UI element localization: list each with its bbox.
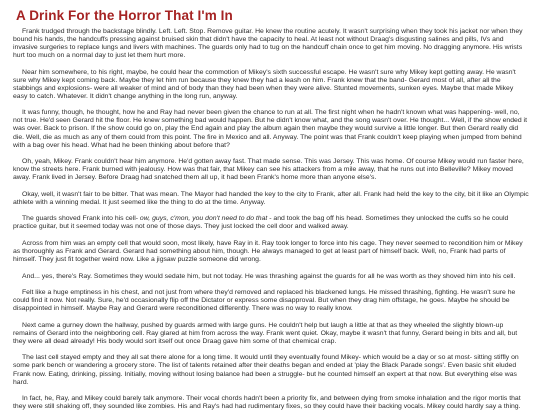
story-paragraph (13, 191, 529, 207)
paragraph-text: In fact, he, Ray, and Mikey could barely talk anymore. Their vocal chords hadn't been a priority fix, and between dying from smoke inhalation and the rigor mortis that they were still shaking off, they sounded like zombies. His and Ray's had had rudimentary fixes, so they could have their backing vocals. Mikey could hardly say a thing. (13, 395, 521, 411)
paragraph-text: The guards shoved Frank into his cell- (22, 215, 140, 223)
story-paragraph (13, 273, 529, 281)
story-paragraph (13, 240, 529, 264)
paragraph-text: Okay, well, it wasn't fair to be bitter. That was mean. The Mayor had handed the key to the city to Frank, after all. Frank had held the key to the city, bit it like an Olympic athlete with a winning medal. It just seemed like the thing to do at the time. Anyway. (13, 190, 529, 206)
italic-text: ow, guys, c'mon, you don't need to do that (139, 215, 268, 223)
story-paragraph (13, 215, 529, 231)
paragraph-text: Next came a gurney down the hallway, pushed by guards armed with large guns. He couldn't help but laugh a little at that as they wheeled the slightly blown-up remains of Gerard into the neighboring cell. Ray glared at him from across the way. Frank went quiet. Okay, maybe it wasn't that funny, Gerard being in bits and all, but they were all dead already! His body would sort itself out once Draag gave him some of that chemical crap. (13, 321, 518, 345)
paragraph-text: The last cell stayed empty and they all sat there alone for a long time. It would until they eventually found Mikey- which would be a day or so at most- sitting stiffly on some park bench or wandering a grocery store. The list of talents retained after their deaths began and ended at 'play the Black Parade songs'. Even basic shit eluded Frank now. Eating, drinking, pissing. Initially, moving without losing balance had been a struggle- but he counted himself an expert at that now. But everything else was hard. (13, 354, 519, 386)
story-paragraph (13, 158, 529, 182)
paragraph-text: Felt like a huge emptiness in his chest, and not just from where they'd removed and replaced his blackened lungs. He missed thrashing, fighting. He wasn't sure he could find it now. Not really. Sure, he'd occasionally flip off the Dictator or express some disapproval. But when they drag him offstage, he goes. Maybe he should be disappointed in himself. Maybe Ray and Gerard were reconditioned differently. There was no way to really know. (13, 289, 516, 313)
paragraph-text: Frank trudged through the backstage blindly. Left. Left. Stop. Remove guitar. He knew the routine acutely. It wasn't surprising when they took his jacket nor when they bound his hands, the handcuffs pressing against bruised skin that didn't have the capacity to heal. At least not without Draag's disgusting salines and pills, IVs and invasive surgeries to replace lungs and livers with machines. The guards only had to tug on the handcuff chain once to get him moving. No dragging anymore. His wrists hurt too much on a normal day to just let them hurt more. (13, 28, 523, 60)
story-paragraph (13, 354, 529, 386)
paragraph-text: It was funny, though, he thought, how he and Ray had never been given the chance to run at all. The first night when he hadn't known what was happening- well, no, not true. He'd seen Gerard hit the floor. He knew something bad would happen. But he didn't know what, and the song wasn't over. He thought... Well, if the show ended it was over. Back to prison. If the show could go on, play the End again and play the album again then maybe they would survive a little longer. But then Gerard really did die. Well, die as much as any of them could from this point. The fire in Mexico and all. Anyway. The point was that Frank couldn't keep playing when jumped from behind with a bag over his head. What had he been thinking about before that? (13, 109, 527, 149)
story-paragraph (13, 322, 529, 346)
paragraph-text: Across from him was an empty cell that would soon, most likely, have Ray in it. Ray took longer to force into his cage. They never seemed to recondition him or Mikey as thoroughly as Frank and Gerard. Gerard had something about him, though. He always managed to get at least part of himself back. Well, no, Frank had parts of himself. They just fit together weird now. Like a jigsaw puzzle someone did wrong. (13, 239, 523, 264)
story-title: A Drink For the Horror That I'm In (16, 8, 233, 23)
story-paragraph (13, 69, 529, 101)
story-paragraph (13, 395, 529, 411)
story-paragraph (13, 289, 529, 313)
story-paragraph (13, 28, 529, 60)
story-paragraph (13, 109, 529, 149)
paragraph-text: - and took the bag off his head. Sometimes they unlocked the cuffs so he could practice guitar, but it seemed today was not one of those days. They just locked the cell door and walked away. (13, 215, 509, 231)
paragraph-text: Near him somewhere, to his right, maybe, he could hear the commotion of Mikey's sixth successful escape. He wasn't sure why Mikey kept getting away. He wasn't sure why Mikey kept coming back. Maybe they let him run because they knew they had a leash on him. Frank knew that the band- Gerard most of all, after all the stabbings and explosions- were all weaker of mind and of body than they had been when they were alive. Stunted movements, sunken eyes. Maybe that made Mikey easy to catch. Whatever. It didn't change anything in the long run, anyway. (13, 68, 516, 100)
paragraph-text: Oh, yeah, Mikey. Frank couldn't hear him anymore. He'd gotten away fast. That made sense. This was Jersey. This was home. Of course Mikey would run faster here, know the streets here. Frank burned with jealousy. How was that fair, that Mikey can see his attackers from a mile away, that he runs out into Belleville? Mikey moved away. Frank lived in Jersey. Before Draag had snatched them all up, it had been Frank's home more than anyone else's. (13, 158, 524, 182)
paragraph-text: And... yes, there's Ray. Sometimes they would sedate him, but not today. He was thrashing against the guards for all he was worth as they shoved him into his cell. (22, 272, 516, 280)
story-body (13, 28, 529, 411)
